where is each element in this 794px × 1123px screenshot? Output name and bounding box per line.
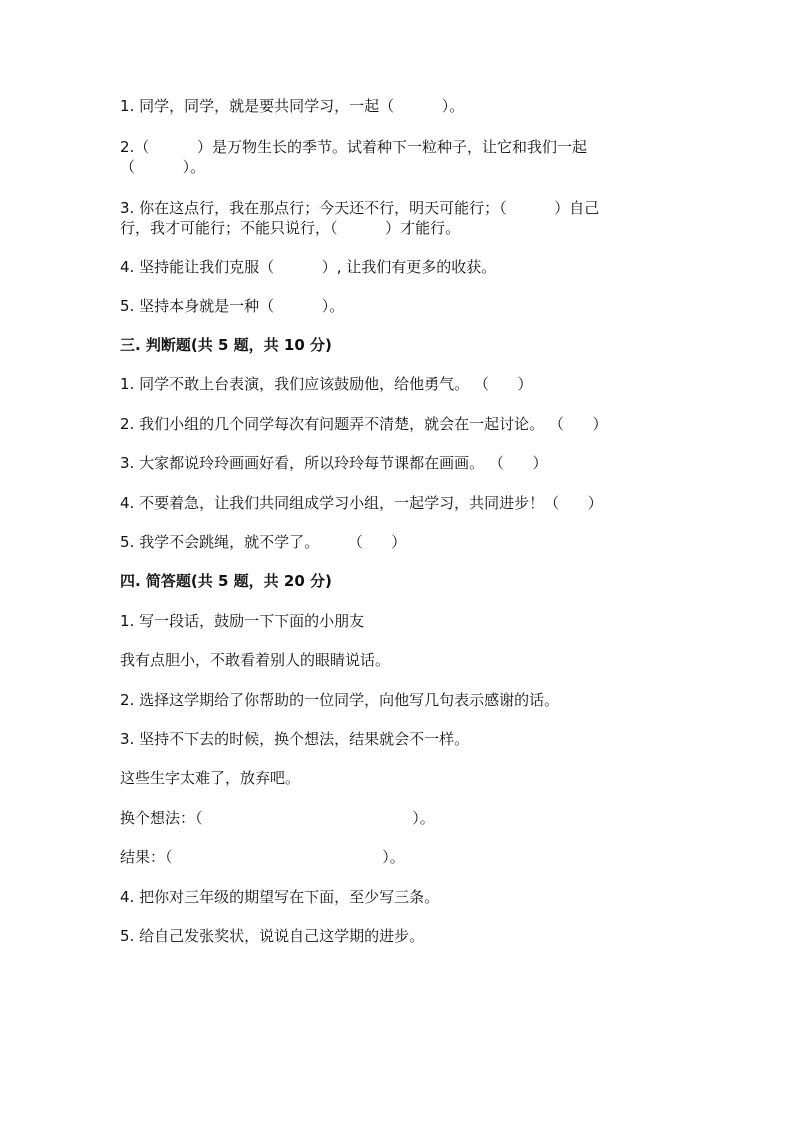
fill-blank-question-2-line-1: 2.（ ）是万物生长的季节。试着种下一粒种子，让它和我们一起 — [120, 138, 587, 156]
short-answer-question-3: 3. 坚持不下去的时候，换个想法，结果就会不一样。 — [120, 730, 470, 748]
fill-blank-question-1: 1. 同学，同学，就是要共同学习，一起（ ）。 — [120, 97, 465, 115]
short-answer-question-2: 2. 选择这学期给了你帮助的一位同学，向他写几句表示感谢的话。 — [120, 691, 560, 709]
short-answer-question-3-result: 结果：（ ）。 — [120, 848, 405, 866]
true-false-question-1: 1. 同学不敢上台表演，我们应该鼓励他，给他勇气。 （ ） — [120, 375, 533, 393]
true-false-question-3: 3. 大家都说玲玲画画好看，所以玲玲每节课都在画画。 （ ） — [120, 454, 548, 472]
short-answer-question-5: 5. 给自己发张奖状，说说自己这学期的进步。 — [120, 927, 425, 945]
true-false-question-4: 4. 不要着急，让我们共同组成学习小组，一起学习，共同进步！（ ） — [120, 494, 603, 512]
fill-blank-question-3-line-2: 行，我才可能行；不能只说行，（ ）才能行。 — [120, 219, 461, 237]
short-answer-question-1: 1. 写一段话，鼓励一下下面的小朋友 — [120, 612, 365, 630]
short-answer-question-3-text: 这些生字太难了，放弃吧。 — [120, 769, 301, 787]
fill-blank-question-4: 4. 坚持能让我们克服（ ）, 让我们有更多的收获。 — [120, 258, 497, 276]
short-answer-section-heading: 四. 简答题(共 5 题，共 20 分) — [120, 572, 332, 590]
true-false-section-heading: 三. 判断题(共 5 题，共 10 分) — [120, 336, 332, 354]
short-answer-question-3-change-thought: 换个想法：（ ）。 — [120, 809, 435, 827]
fill-blank-question-3-line-1: 3. 你在这点行，我在那点行；今天还不行，明天可能行；（ ）自己 — [120, 199, 600, 217]
fill-blank-question-2-line-2: （ ）。 — [120, 158, 206, 176]
short-answer-question-1-text: 我有点胆小，不敢看着别人的眼睛说话。 — [120, 651, 391, 669]
true-false-question-2: 2. 我们小组的几个同学每次有问题弄不清楚，就会在一起讨论。 （ ） — [120, 415, 608, 433]
short-answer-question-4: 4. 把你对三年级的期望写在下面，至少写三条。 — [120, 888, 440, 906]
fill-blank-question-5: 5. 坚持本身就是一种（ ）。 — [120, 297, 345, 315]
true-false-question-5: 5. 我学不会跳绳，就不学了。 （ ） — [120, 533, 407, 551]
